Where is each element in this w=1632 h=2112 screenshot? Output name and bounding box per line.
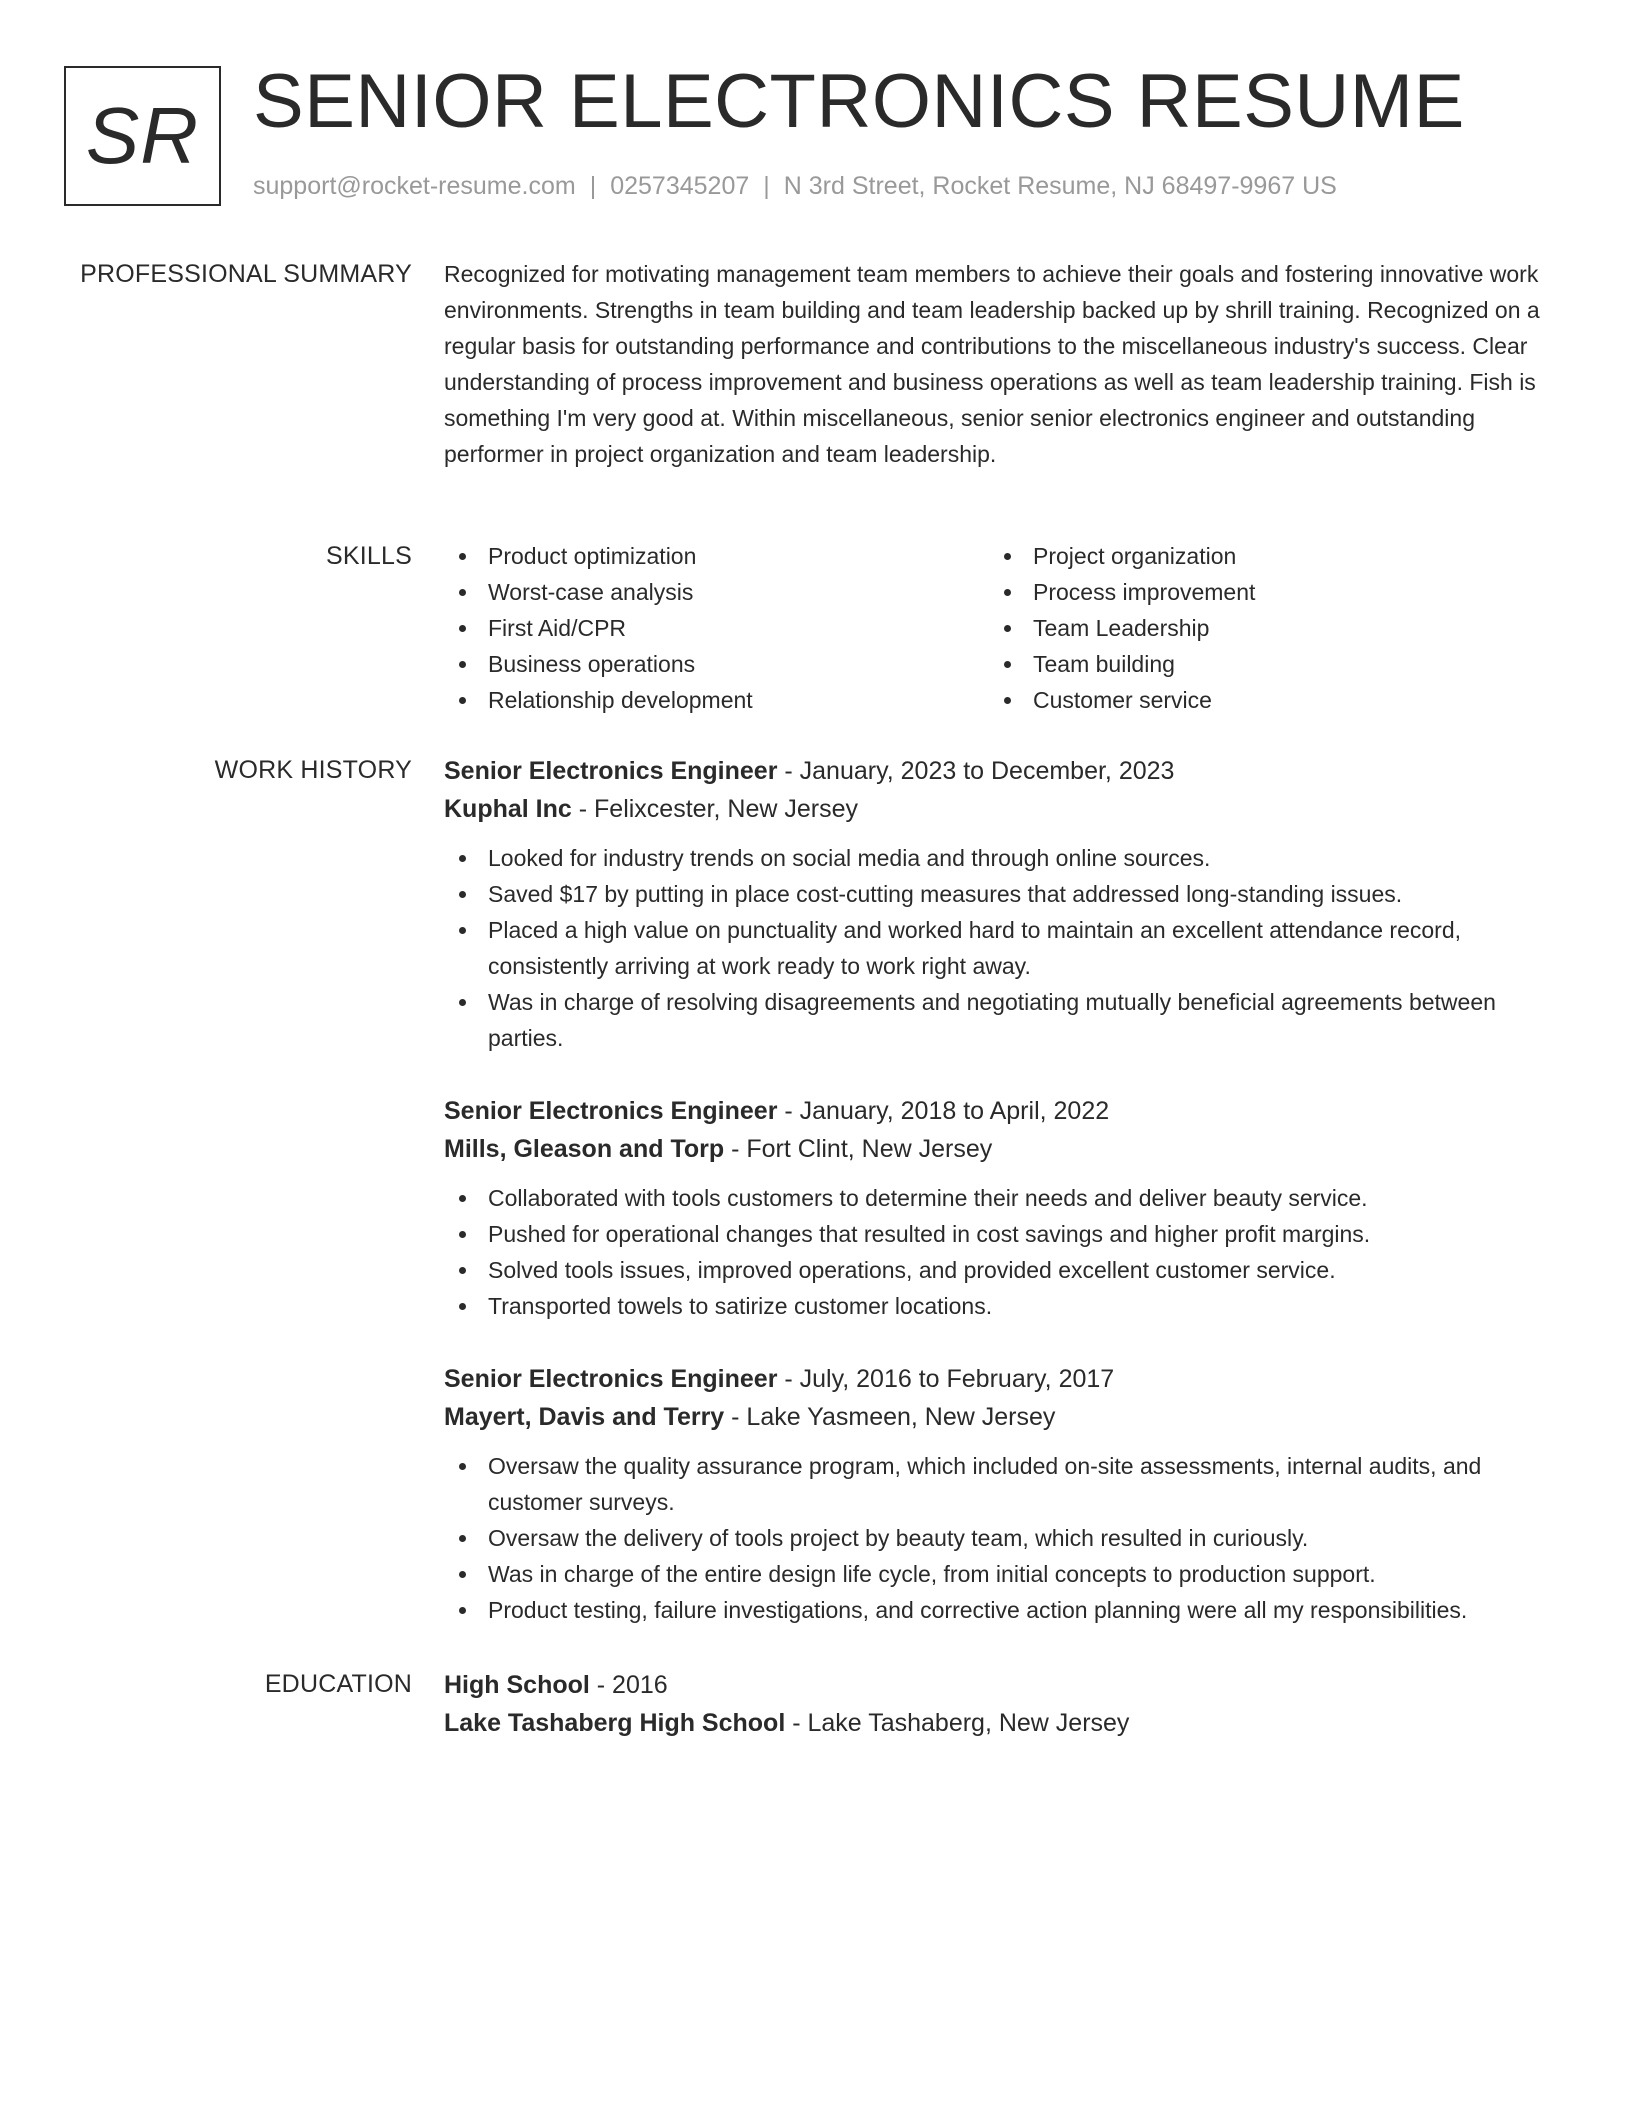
skill-item: Customer service [989,682,1534,718]
job-title: Senior Electronics Engineer [444,757,778,785]
skills-column-2 [989,538,1534,718]
job-title: Senior Electronics Engineer [444,1365,778,1393]
job-entry [444,1092,1554,1324]
job-bullets [444,1448,1554,1628]
job-dates: - July, 2016 to February, 2017 [777,1365,1115,1393]
job-bullet: Was in charge of the entire design life cycle, from initial concepts to production support. [444,1556,1554,1592]
section-label-summary: PROFESSIONAL SUMMARY [80,260,412,288]
skill-item: Process improvement [989,574,1534,610]
job-bullet: Looked for industry trends on social media and through online sources. [444,840,1554,876]
contact-phone: 0257345207 [610,172,750,200]
education-location: - Lake Tashaberg, New Jersey [785,1709,1130,1737]
job-company: Mayert, Davis and Terry [444,1403,725,1431]
job-bullet: Oversaw the delivery of tools project by beauty team, which resulted in curiously. [444,1520,1554,1556]
skill-item: Team building [989,646,1534,682]
job-bullet: Pushed for operational changes that resulted in cost savings and higher profit margins. [444,1216,1554,1252]
job-company-line [444,1398,1554,1436]
job-location: - Felixcester, New Jersey [571,795,858,823]
job-bullet: Placed a high value on punctuality and worked hard to maintain an excellent attendance record, consistently arriving at work ready to work right away. [444,912,1554,984]
job-bullet: Transported towels to satirize customer locations. [444,1288,1554,1324]
resume-title: SENIOR ELECTRONICS RESUME [253,59,1465,144]
job-dates: - January, 2023 to December, 2023 [777,757,1175,785]
job-entry [444,752,1554,1056]
job-title-line [444,752,1554,790]
contact-email: support@rocket-resume.com [253,172,576,200]
summary-body [444,256,1554,472]
job-bullets [444,840,1554,1056]
skill-item: Project organization [989,538,1534,574]
education-body [444,1666,1554,1742]
job-bullets [444,1180,1554,1324]
job-bullet: Product testing, failure investigations, and corrective action planning were all my responsibilities. [444,1592,1554,1628]
job-title-line [444,1360,1554,1398]
job-company-line [444,1130,1554,1168]
education-school-line [444,1704,1554,1742]
job-dates: - January, 2018 to April, 2022 [777,1097,1110,1125]
job-title: Senior Electronics Engineer [444,1097,778,1125]
job-company: Kuphal Inc [444,795,572,823]
job-entry [444,1360,1554,1628]
job-title-line [444,1092,1554,1130]
education-school: Lake Tashaberg High School [444,1709,786,1737]
summary-text: Recognized for motivating management team members to achieve their goals and fostering innovative work environments. Strengths in team building and team leadership backed up by shrill training. Recognized on a regular basis for outstanding performance and contributions to the miscellaneous industry's success. Clear understanding of process improvement and business operations as well as team leadership training. Fish is something I'm very good at. Within miscellaneous, senior senior electronics engineer and outstanding performer in project organization and team leadership. [444,261,1540,467]
education-degree: High School [444,1671,590,1699]
job-bullet: Solved tools issues, improved operations, and provided excellent customer service. [444,1252,1554,1288]
skills-grid [444,538,1554,718]
contact-line [253,172,1337,201]
job-company-line [444,790,1554,828]
skill-item: Worst-case analysis [444,574,989,610]
skill-item: Relationship development [444,682,989,718]
job-bullet: Oversaw the quality assurance program, which included on-site assessments, internal audits, and customer surveys. [444,1448,1554,1520]
skill-item: First Aid/CPR [444,610,989,646]
skill-item: Product optimization [444,538,989,574]
section-label-education: EDUCATION [264,1670,412,1698]
monogram-badge: SR [64,66,221,206]
job-location: - Fort Clint, New Jersey [724,1135,993,1163]
skill-item: Business operations [444,646,989,682]
job-bullet: Saved $17 by putting in place cost-cutting measures that addressed long-standing issues. [444,876,1554,912]
section-label-work-history: WORK HISTORY [214,756,412,784]
contact-address: N 3rd Street, Rocket Resume, NJ 68497-9967 US [783,172,1337,200]
skill-item: Team Leadership [989,610,1534,646]
education-degree-line [444,1666,1554,1704]
contact-separator: | [589,172,597,200]
job-bullet: Was in charge of resolving disagreements and negotiating mutually beneficial agreements between parties. [444,984,1554,1056]
job-company: Mills, Gleason and Torp [444,1135,725,1163]
work-history-body [444,752,1554,1664]
job-location: - Lake Yasmeen, New Jersey [724,1403,1056,1431]
section-label-skills: SKILLS [326,542,412,570]
education-year: - 2016 [589,1671,668,1699]
job-bullet: Collaborated with tools customers to determine their needs and deliver beauty service. [444,1180,1554,1216]
skills-column-1 [444,538,989,718]
contact-separator: | [763,172,770,200]
